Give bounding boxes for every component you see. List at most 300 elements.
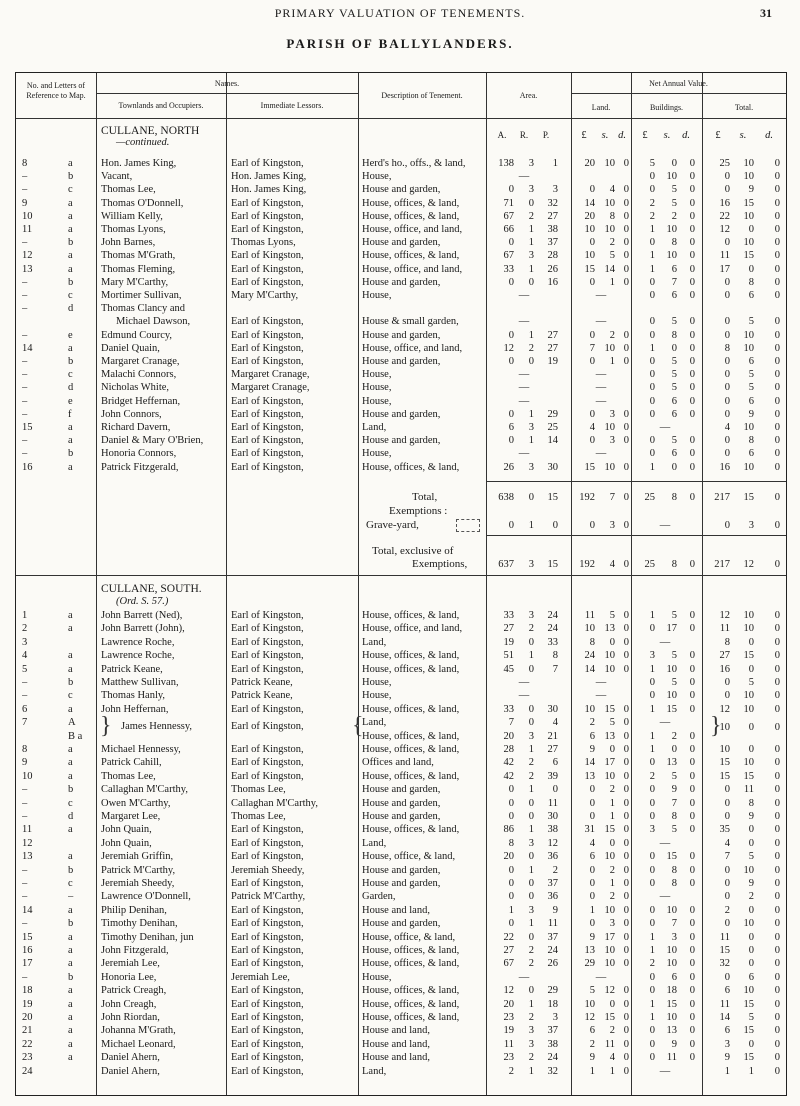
b-value: 1 [649,931,655,943]
map-letter: a [68,158,73,169]
table-row [16,263,786,277]
lessor: Earl of Kingston, [231,663,304,675]
t-value: 0 [774,408,780,420]
la-value: 0 [623,356,629,367]
b-value: 17 [666,623,677,635]
b-value: 5 [671,356,677,367]
a-value: 2 [528,1052,534,1064]
a-value: 1 [528,918,534,930]
t-value: 0 [774,329,780,341]
map-number: – [22,784,28,796]
t-value: 11 [719,998,730,1010]
lessor: Patrick M'Carthy, [231,891,306,903]
description: House, offices, & land, [362,663,460,675]
a-value: 0 [528,492,534,503]
b-dash: — [659,422,671,433]
lessor: Margaret Cranage, [231,369,310,381]
occupier: Callaghan M'Carthy, [101,784,188,796]
townlands-header: Townlands and Occupiers. [118,101,204,110]
t-value: 217 [714,559,730,570]
a-value: 19 [503,636,514,648]
total-rule [486,481,786,482]
a-value: 0 [508,184,514,196]
graveyard-rule [486,535,786,536]
occupier: Thomas Clancy and [101,303,185,315]
a-value: 27 [547,210,558,222]
t-value: 10 [743,342,754,354]
map-letter: c [68,369,73,381]
table-row [16,998,786,1012]
map-letter: c [68,797,73,809]
occupier: Hon. James King, [101,158,177,169]
t-value: 0 [774,770,780,782]
table-row [16,342,786,356]
t-value: 5 [748,369,754,381]
la-value: 2 [609,891,615,903]
la-value: 9 [589,744,595,755]
la-value: 0 [623,210,629,222]
la-value: 17 [604,931,615,943]
b-value: 0 [671,342,677,354]
b-value: 0 [689,677,695,688]
la-value: 10 [604,663,615,675]
a-value: 7 [508,717,514,729]
b-value: 0 [689,904,695,916]
la-value: 3 [609,408,615,420]
a-value: 1 [528,1065,534,1077]
parish-title: PARISH OF BALLYLANDERS. [286,36,514,51]
occupier: John Quain, [101,837,152,849]
b-value: 0 [649,851,655,863]
a-value: 1 [528,650,534,662]
occupier: Margaret Cranage, [101,356,180,367]
a-value: 20 [503,730,514,742]
table-row [16,823,786,837]
map-letter: a [68,945,73,956]
la-value: 0 [623,730,629,742]
occupier: Patrick Cahill, [101,757,162,769]
lessor: Earl of Kingston, [231,703,304,715]
table-row [16,381,786,395]
description: House and garden, [362,811,441,822]
description: Herd's ho., offs., & land, [362,158,466,169]
a-value: 3 [528,158,534,169]
b-value: 10 [666,945,677,956]
b-value: 5 [671,824,677,836]
la-value: 192 [579,559,595,570]
la-value: 0 [623,744,629,755]
a-value: 9 [552,904,558,916]
occupier: John Heffernan, [101,703,169,715]
a-value: 42 [503,757,514,769]
a-value: 19 [503,1025,514,1037]
la-value: 3 [609,435,615,447]
map-letter: a [68,1052,73,1064]
description: House, office, & land, [362,851,456,863]
t-value: 0 [724,878,730,889]
t-value: 0 [774,904,780,916]
lessor: Earl of Kingston, [231,1065,304,1077]
lessor: Earl of Kingston, [231,276,304,288]
la-value: 1 [609,356,615,367]
a-value: 0 [508,891,514,903]
a-value: 0 [528,663,534,675]
la-value: 15 [584,461,595,473]
b-dash: — [659,636,671,648]
map-number: – [22,237,28,249]
la-value: 0 [589,237,595,249]
t-value: 3 [724,1038,730,1050]
t-value: 15 [743,492,754,503]
t-value: 0 [774,650,780,662]
a-value: 0 [528,356,534,367]
la-value: 20 [584,210,595,222]
a-value: 0 [552,784,558,796]
description: House, [362,971,392,983]
a-value: 637 [498,559,514,570]
b-value: 0 [689,730,695,742]
map-letter: c [68,878,73,889]
b-value: 0 [689,1012,695,1023]
occupier: Thomas Hanly, [101,690,166,702]
t-value: 0 [774,878,780,889]
description: House, offices, & land, [362,824,460,836]
t-value: 11 [743,784,754,796]
b-value: 0 [689,559,695,570]
table-row [16,837,786,851]
b-value: 0 [649,971,655,983]
b-value: 0 [649,316,655,328]
description: House, [362,369,392,381]
la-value: 0 [623,276,629,288]
t-value: 0 [774,316,780,328]
a-value: 20 [503,851,514,863]
occupier: Matthew Sullivan, [101,677,179,688]
b-value: 0 [689,492,695,503]
table-row [16,622,786,636]
la-dash: — [595,395,607,407]
table-row [16,810,786,824]
la-value: 1 [609,811,615,822]
lessor: Earl of Kingston, [231,408,304,420]
map-letter: d [68,303,74,315]
a-value: 8 [552,650,558,662]
money-unit: s. [601,130,609,141]
b-value: 0 [689,985,695,997]
description: House, offices, & land, [362,210,460,222]
map-letter: b [68,237,74,249]
a-value: 2 [528,342,534,354]
la-value: 0 [623,864,629,876]
b-value: 5 [671,316,677,328]
la-value: 1 [589,1065,595,1077]
table-row [16,223,786,237]
b-value: 8 [671,878,677,889]
table-row [16,890,786,904]
description: House & small garden, [362,316,459,328]
description: House and land, [362,1038,430,1050]
description: House, offices, & land, [362,703,460,715]
b-value: 9 [671,1038,677,1050]
t-value: 0 [774,263,780,275]
la-value: 0 [589,797,595,809]
lessor: Earl of Kingston, [231,1038,304,1050]
map-letter: a [68,1038,73,1050]
t-value: 9 [748,408,754,420]
lessor: Earl of Kingston, [231,395,304,407]
land-header: Land. [591,103,611,112]
t-value: 0 [774,520,780,531]
a-value: 39 [547,770,558,782]
t-value: 0 [748,636,754,648]
la-value: 7 [609,492,615,503]
t-value: 0 [774,276,780,288]
map-letter: a [68,422,73,433]
b-dash: — [659,891,671,903]
description: House and garden, [362,878,441,889]
a-value: 28 [547,250,558,262]
map-number: – [22,356,28,367]
la-value: 0 [623,559,629,570]
description: Land, [362,422,387,433]
lessor: Earl of Kingston, [231,461,304,473]
la-value: 0 [623,158,629,169]
t-value: 0 [774,891,780,903]
a-value: 67 [503,958,514,970]
t-value: 0 [748,224,754,235]
la-value: 0 [623,1038,629,1050]
occupier: Philip Denihan, [101,904,167,916]
occupier: Lawrence O'Donnell, [101,891,191,903]
a-value: 0 [528,891,534,903]
a-value: 0 [528,797,534,809]
lessor: Earl of Kingston, [231,824,304,836]
t-value: 5 [748,677,754,688]
table-row [16,368,786,382]
b-value: 6 [671,290,677,301]
lessor: Earl of Kingston, [231,435,304,447]
occupier: Thomas Lyons, [101,224,166,235]
t-value: 0 [774,958,780,970]
lessor: Jeremiah Sheedy, [231,864,305,876]
la-value: 0 [589,878,595,889]
a-value: 30 [547,461,558,473]
t-value: 0 [774,382,780,394]
table-row [16,183,786,197]
t-value: 5 [748,316,754,328]
b-value: 10 [666,690,677,702]
t-value: 12 [743,559,754,570]
t-value: 5 [748,382,754,394]
t-value: 0 [724,356,730,367]
b-value: 1 [649,663,655,675]
excl-label-1: Total, exclusive of [372,545,454,557]
section-title-north: CULLANE, NORTH [101,125,200,137]
b-value: 3 [649,650,655,662]
occupier: Lawrence Roche, [101,650,175,662]
t-value: 0 [774,250,780,262]
lessor: Earl of Kingston, [231,1025,304,1037]
map-number: – [22,276,28,288]
a-value: 3 [552,1012,558,1023]
b-dash: — [659,1065,671,1077]
b-value: 1 [649,945,655,956]
a-value: 1 [528,744,534,755]
occupier: John Riordan, [101,1012,160,1023]
la-value: 9 [589,931,595,943]
bracket-ref: } [100,713,112,739]
map-number: – [22,329,28,341]
a-value: 0 [508,878,514,889]
t-value: 0 [774,197,780,209]
a-value: 38 [547,1038,558,1050]
b-value: 13 [666,1025,677,1037]
b-value: 0 [689,435,695,447]
t-value: 10 [743,422,754,433]
hennessy-total-values [16,721,786,735]
a-value: 33 [547,636,558,648]
description: Land, [362,717,387,729]
la-value: 0 [623,263,629,275]
a-value: 0 [508,276,514,288]
la-value: 0 [589,184,595,196]
la-value: 0 [589,408,595,420]
a-value: 0 [528,851,534,863]
lessor: Thomas Lyons, [231,237,296,249]
a-value: 0 [508,237,514,249]
la-value: 0 [623,342,629,354]
b-value: 0 [689,184,695,196]
la-value: 1 [589,904,595,916]
b-value: 0 [671,158,677,169]
occupier: Edmund Courcy, [101,329,173,341]
la-value: 10 [584,998,595,1010]
la-value: 0 [589,891,595,903]
description: Land, [362,1065,387,1077]
b-dash: — [659,520,671,531]
map-number: – [22,878,28,889]
map-number: – [22,811,28,822]
description: House and land, [362,1025,430,1037]
t-value: 10 [743,461,754,473]
a-value: 0 [508,356,514,367]
t-value: 4 [724,422,730,433]
a-value: 1 [528,408,534,420]
description: House and garden, [362,356,441,367]
map-number: – [22,303,28,315]
b-value: 0 [689,945,695,956]
map-letter: a [68,210,73,222]
description: House and land, [362,904,430,916]
t-value: 12 [719,703,730,715]
t-value: 0 [748,263,754,275]
t-value: 0 [774,985,780,997]
b-value: 1 [649,703,655,715]
map-letter: a [68,435,73,447]
b-value: 1 [649,998,655,1010]
a-value: 0 [528,636,534,648]
b-value: 0 [649,395,655,407]
la-value: 0 [609,744,615,755]
t-value: 0 [774,290,780,301]
map-number: – [22,864,28,876]
lessor: Earl of Kingston, [231,356,304,367]
a-value: 3 [528,422,534,433]
map-number: – [22,971,28,983]
la-value: 12 [584,1012,595,1023]
table-row [16,743,786,757]
a-value: 0 [508,797,514,809]
la-value: 4 [609,184,615,196]
b-value: 0 [689,703,695,715]
occupier: Thomas Fleming, [101,263,176,275]
header-rule [16,118,786,119]
a-value: 1 [552,158,558,169]
a-value: 0 [508,329,514,341]
a-value: 26 [547,958,558,970]
t-value: 0 [748,945,754,956]
description: House, office, and land, [362,224,463,235]
description: House, offices, & land, [362,1012,460,1023]
money-unit: s. [663,130,671,141]
b-value: 0 [649,797,655,809]
b-value: 0 [689,395,695,407]
la-value: 0 [609,998,615,1010]
la-value: 1 [609,878,615,889]
b-value: 0 [689,650,695,662]
a-value: 2 [508,1065,514,1077]
lessor: Earl of Kingston, [231,998,304,1010]
lessor: Earl of Kingston, [231,158,304,169]
description: House and garden, [362,329,441,341]
occupier: John Quain, [101,824,152,836]
a-value: 29 [547,408,558,420]
a-value: 15 [547,492,558,503]
description: House, offices, & land, [362,250,460,262]
a-value: 3 [528,184,534,196]
map-letter: b [68,918,74,930]
la-value: 1 [609,276,615,288]
money-unit: d. [618,130,626,141]
la-value: 15 [604,1012,615,1023]
a-value: 23 [503,1052,514,1064]
t-value: 0 [774,797,780,809]
la-value: 0 [623,329,629,341]
la-value: 0 [623,650,629,662]
t-value: 0 [774,422,780,433]
a-value: 27 [547,744,558,755]
b-value: 0 [689,356,695,367]
description: House, [362,448,392,460]
t-value: 0 [774,623,780,635]
map-letter: b [68,276,74,288]
b-value: 25 [644,492,655,503]
map-number: 18 [22,985,33,997]
b-value: 0 [689,744,695,755]
t-value: 0 [774,1065,780,1077]
t-value: 12 [719,224,730,235]
map-number: – [22,677,28,688]
la-value: 0 [623,891,629,903]
map-number: – [22,408,28,420]
t-value: 11 [719,623,730,635]
t-value: 8 [724,342,730,354]
a-value: 0 [528,878,534,889]
t-value: 0 [774,559,780,570]
money-unit: s. [739,130,747,141]
a-value: 4 [552,717,558,729]
a-value: 51 [503,650,514,662]
